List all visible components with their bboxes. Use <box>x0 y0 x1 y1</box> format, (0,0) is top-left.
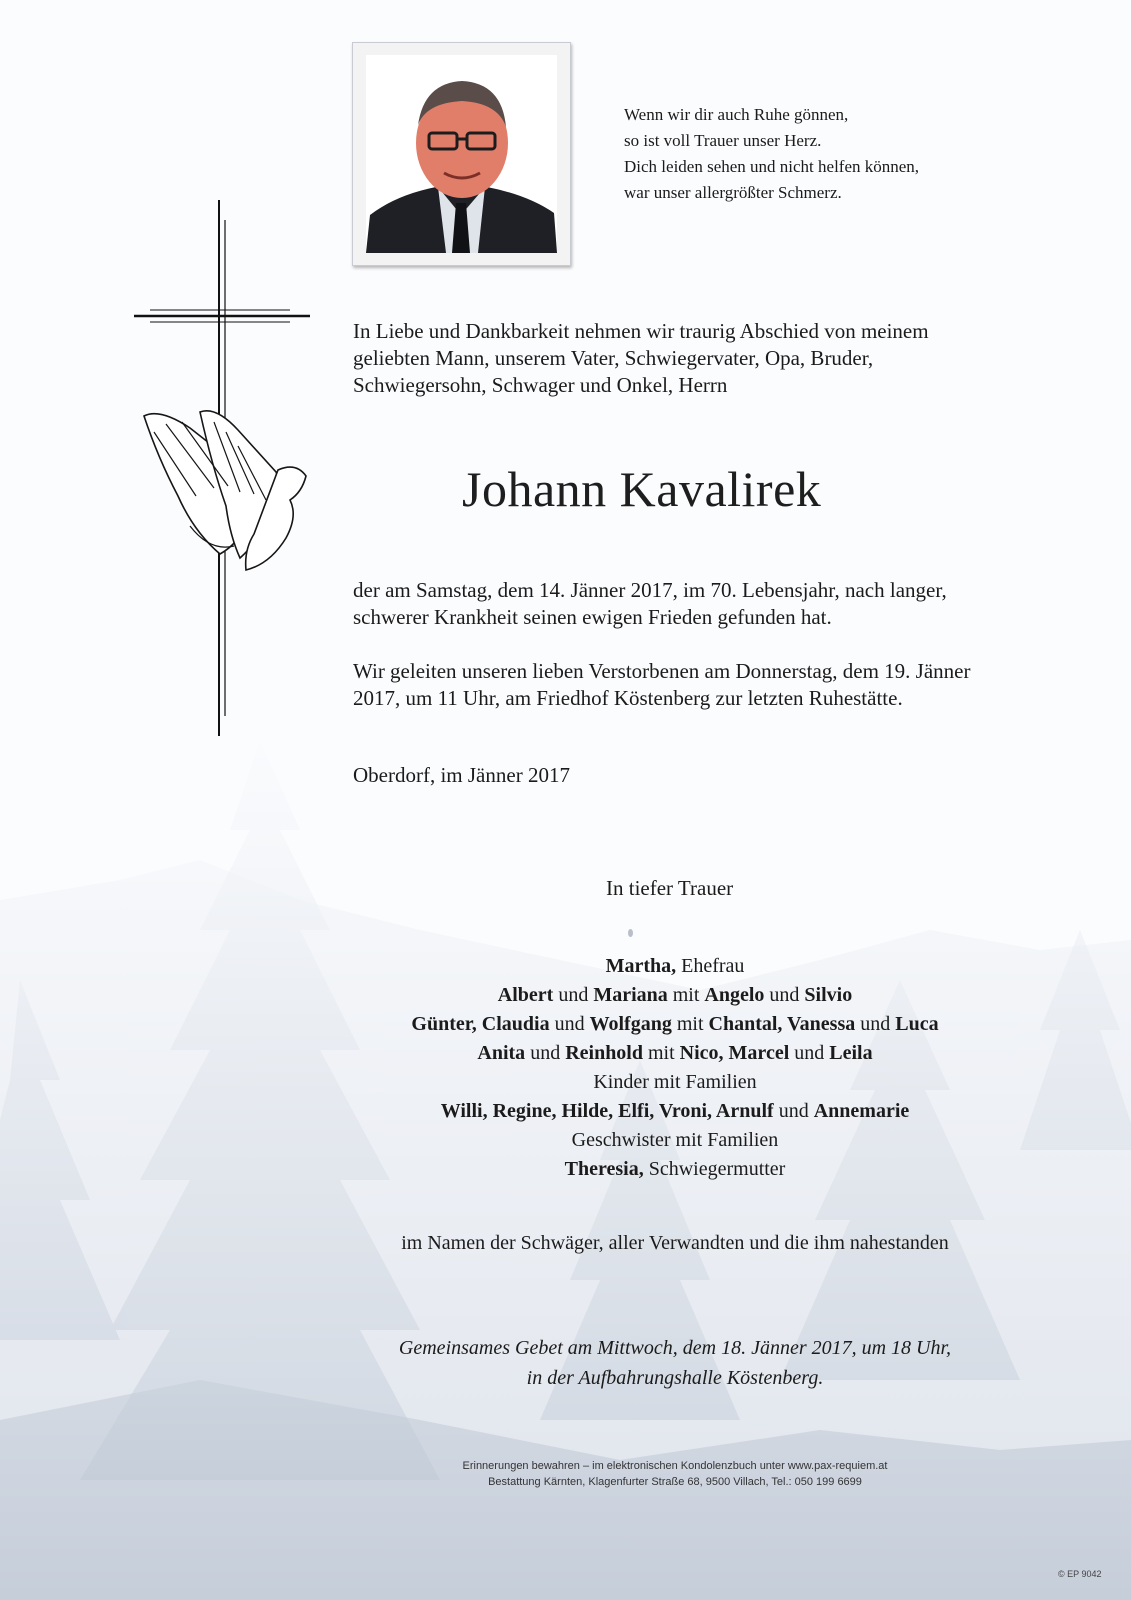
prayer-line: in der Aufbahrungshalle Köstenberg. <box>526 1367 824 1389</box>
family-line: Kinder mit Familien <box>593 1071 757 1093</box>
intro-text: In Liebe und Dankbarkeit nehmen wir traurig Abschied von meinem geliebten Mann, unserem Vater, Schwiegervater, Opa, Bruder, Schwiegersohn, Schwager und Onkel, Herrn <box>353 319 929 397</box>
family-name: Chantal, Vanessa <box>708 1013 856 1035</box>
family-name: Annemarie <box>813 1100 910 1122</box>
praying-hands-icon <box>144 411 306 570</box>
funeral-notice: Wir geleiten unseren lieben Verstorbenen am Donnerstag, dem 19. Jänner 2017, um 11 Uhr, am Friedhof Köstenberg zur letzten Ruhestätte. <box>353 659 971 710</box>
family-line <box>340 1097 1010 1126</box>
family-name: Nico, Marcel <box>679 1042 790 1064</box>
family-name: Leila <box>829 1042 873 1064</box>
family-name: Theresia, <box>564 1158 644 1180</box>
poem <box>624 102 919 206</box>
family-line <box>340 952 1010 981</box>
family-text: mit <box>643 1042 680 1064</box>
family-text: und <box>773 1100 814 1122</box>
death-notice: der am Samstag, dem 14. Jänner 2017, im 70. Lebensjahr, nach langer, schwerer Krankheit seinen ewigen Frieden gefunden hat. <box>353 578 947 629</box>
family-name: Reinhold <box>565 1042 643 1064</box>
deceased-name: Johann Kavalirek <box>462 461 822 517</box>
family-line <box>340 981 1010 1010</box>
portrait-photo <box>352 42 571 266</box>
family-line <box>340 1155 1010 1184</box>
family-name: Anita <box>477 1042 526 1064</box>
mourning-heading: In tiefer Trauer <box>606 876 734 900</box>
prayer-line: Gemeinsames Gebet am Mittwoch, dem 18. Jänner 2017, um 18 Uhr, <box>398 1337 952 1359</box>
family-text: Schwiegermutter <box>643 1158 786 1180</box>
family-text: und <box>525 1042 566 1064</box>
family-name: Martha, <box>605 955 677 977</box>
family-text: Ehefrau <box>676 955 745 977</box>
family-text: mit <box>667 984 705 1006</box>
family-name: Albert <box>497 984 554 1006</box>
ornament-dot-icon <box>628 929 633 937</box>
family-text: mit <box>671 1013 709 1035</box>
footer-line: Erinnerungen bewahren – im elektronischen Kondolenzbuch unter www.pax-requiem.at <box>462 1460 888 1472</box>
product-code: © EP 9042 <box>1058 1569 1102 1579</box>
portrait-image <box>366 55 557 253</box>
footer-line: Bestattung Kärnten, Klagenfurter Straße 68, 9500 Villach, Tel.: 050 199 6699 <box>488 1476 862 1488</box>
family-name: Wolfgang <box>589 1013 672 1035</box>
family-name: Günter, Claudia <box>411 1013 550 1035</box>
poem-line: Wenn wir dir auch Ruhe gönnen, <box>624 105 849 124</box>
prayer-notice <box>340 1333 1010 1393</box>
family-name: Luca <box>895 1013 939 1035</box>
relatives-line: im Namen der Schwäger, aller Verwandten und die ihm nahestanden <box>401 1232 949 1254</box>
family-name: Silvio <box>804 984 853 1006</box>
poem-line: war unser allergrößter Schmerz. <box>624 183 842 202</box>
family-name: Mariana <box>593 984 668 1006</box>
family-list <box>340 952 1010 1184</box>
family-text: und <box>549 1013 590 1035</box>
family-text: und <box>855 1013 896 1035</box>
family-name: Angelo <box>704 984 765 1006</box>
place-date: Oberdorf, im Jänner 2017 <box>353 763 570 787</box>
family-name: Willi, Regine, Hilde, Elfi, Vroni, Arnulf <box>440 1100 774 1122</box>
family-line: Geschwister mit Familien <box>571 1129 779 1151</box>
family-line <box>340 1039 1010 1068</box>
poem-line: so ist voll Trauer unser Herz. <box>624 131 822 150</box>
poem-line: Dich leiden sehen und nicht helfen können, <box>624 157 920 176</box>
family-text: und <box>553 984 594 1006</box>
family-line <box>340 1010 1010 1039</box>
footer <box>340 1458 1010 1490</box>
family-text: und <box>789 1042 830 1064</box>
family-text: und <box>764 984 805 1006</box>
cross-with-praying-hands-icon <box>130 196 310 742</box>
